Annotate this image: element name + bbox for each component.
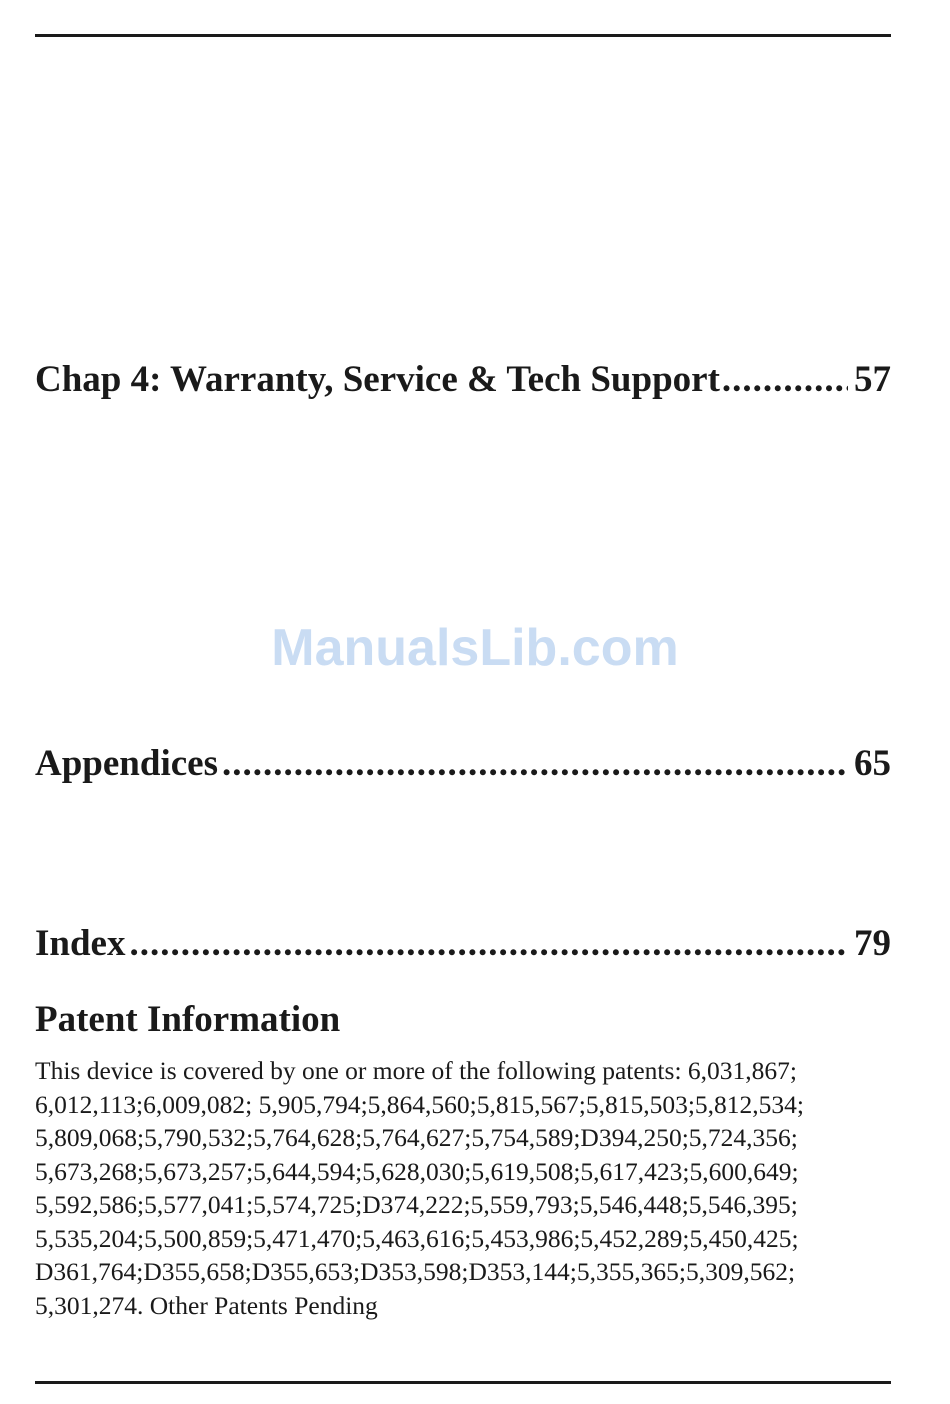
- dot-leader: [722, 358, 848, 402]
- toc-entry-label: Chap 4: Warranty, Service & Tech Support: [35, 359, 720, 400]
- toc-entry-index[interactable]: [35, 922, 891, 966]
- top-rule: [35, 34, 891, 37]
- toc-entry-appendices[interactable]: [35, 742, 891, 786]
- toc-page-number: 57: [854, 359, 891, 400]
- patent-line: This device is covered by one or more of the following patents: 6,031,867;: [35, 1056, 797, 1085]
- toc-entry-chap4[interactable]: [35, 358, 891, 402]
- patent-line: 5,592,586;5,577,041;5,574,725;D374,222;5,559,793;5,546,448;5,546,395;: [35, 1190, 798, 1219]
- dot-leader: [129, 922, 848, 966]
- watermark: ManualsLib.com: [271, 619, 679, 677]
- patent-line: D361,764;D355,658;D355,653;D353,598;D353,144;5,355,365;5,309,562;: [35, 1257, 796, 1286]
- toc-entry-label: Index: [35, 923, 126, 964]
- patent-line: 5,535,204;5,500,859;5,471,470;5,463,616;5,453,986;5,452,289;5,450,425;: [35, 1223, 799, 1253]
- patent-line: 6,012,113;6,009,082; 5,905,794;5,864,560;5,815,567;5,815,503;5,812,534;: [35, 1089, 805, 1119]
- toc-page-number: 65: [854, 743, 891, 784]
- patent-line: 5,301,274. Other Patents Pending: [35, 1290, 378, 1320]
- patent-paragraph: [35, 1054, 895, 1322]
- toc-entry-label: Appendices: [35, 743, 218, 784]
- bottom-rule: [35, 1381, 891, 1384]
- toc-page-number: 79: [854, 923, 891, 964]
- patent-line: 5,809,068;5,790,532;5,764,628;5,764,627;5,754,589;D394,250;5,724,356;: [35, 1123, 798, 1152]
- patent-line: 5,673,268;5,673,257;5,644,594;5,628,030;5,619,508;5,617,423;5,600,649;: [35, 1156, 799, 1186]
- patent-heading: Patent Information: [35, 999, 341, 1040]
- dot-leader: [222, 742, 848, 786]
